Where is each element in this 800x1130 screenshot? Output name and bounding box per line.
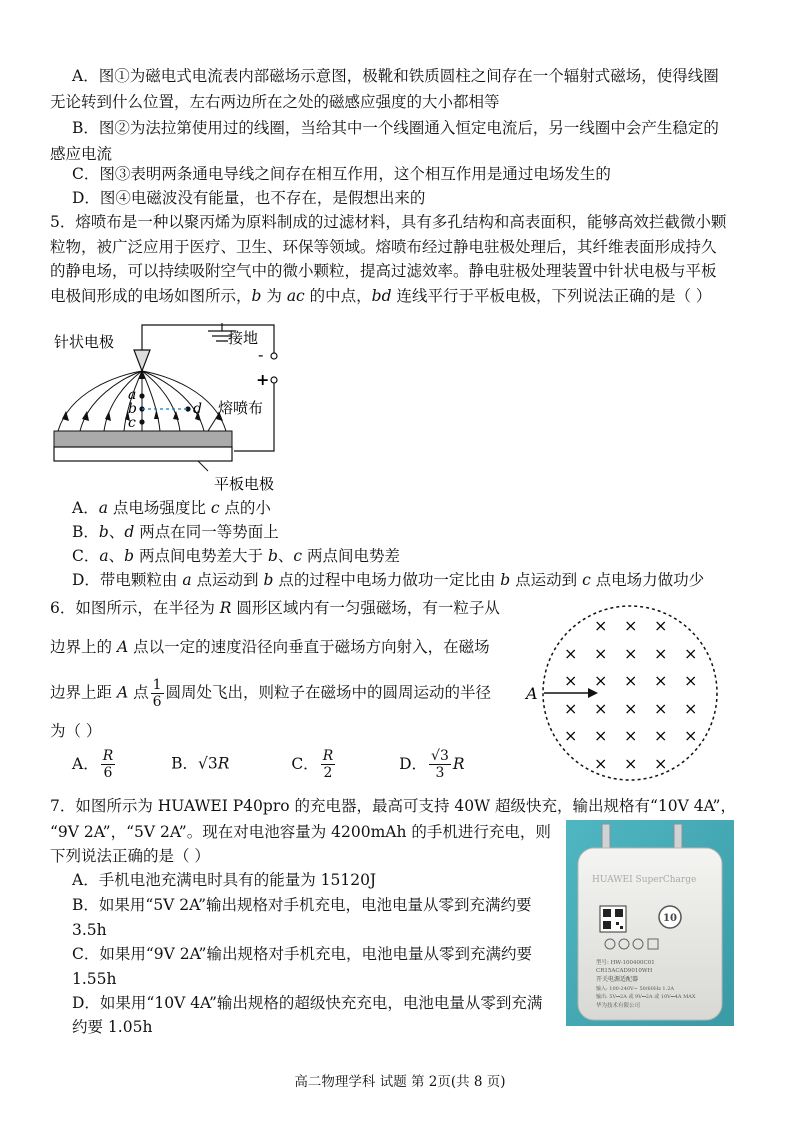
fig-label-plus: +: [256, 370, 270, 389]
field-cross: ×: [624, 644, 638, 663]
field-cross: ×: [654, 699, 668, 718]
field-cross: ×: [684, 644, 698, 663]
field-cross: ×: [684, 726, 698, 745]
q5-stem-line4: 电极间形成的电场如图所示，b 为 ac 的中点，bd 连线平行于平板电极，下列说法正确的是（ ）: [50, 287, 712, 305]
charger-input: 输入: 100-240V~ 50/60Hz 1.2A: [596, 986, 674, 992]
field-cross: ×: [594, 726, 608, 745]
q6-stem-line4: 为（ ）: [50, 722, 102, 740]
field-cross: ×: [654, 754, 668, 773]
fig-label-d: d: [193, 401, 202, 417]
field-cross: ×: [564, 699, 578, 718]
field-cross: ×: [564, 726, 578, 745]
fig-label-minus: -: [258, 345, 264, 364]
q4-option-b-line2: 感应电流: [50, 145, 113, 163]
q5-option-b: B．b、d 两点在同一等势面上: [72, 523, 279, 541]
field-cross: ×: [624, 671, 638, 690]
q4-option-c: C．图③表明两条通电导线之间存在相互作用，这个相互作用是通过电场发生的: [72, 165, 611, 183]
charger-name: 开关电源适配器: [596, 976, 639, 983]
q6-magnetic-field-figure: [520, 598, 720, 788]
charger-code: CR15ACAD9010WH: [596, 968, 653, 974]
field-cross: ×: [564, 644, 578, 663]
q7-option-b-line2: 3.5h: [72, 921, 107, 939]
q6-option-d: D． $\frac{√3}{3}$ R: [399, 748, 465, 781]
q5-stem-line1: 5．熔喷布是一种以聚丙烯为原料制成的过滤材料，具有多孔结构和高表面积，能够高效拦截微小颗: [50, 213, 727, 231]
field-cross: ×: [594, 671, 608, 690]
q4-option-a-line1: A．图①为磁电式电流表内部磁场示意图，极靴和铁质圆柱之间存在一个辐射式磁场，使得线圈: [72, 67, 719, 85]
q5-option-d: D．带电颗粒由 a 点运动到 b 点的过程中电场力做功一定比由 b 点运动到 c 点电场力做功少: [72, 571, 705, 589]
field-cross: ×: [594, 754, 608, 773]
q5-stem-line2: 粒物，被广泛应用于医疗、卫生、环保等领域。熔喷布经过静电驻极处理后，其纤维表面形成持久: [50, 238, 717, 256]
fig-label-b: b: [128, 401, 137, 417]
charger-maker: 华为技术有限公司: [596, 1003, 641, 1009]
field-cross: ×: [564, 671, 578, 690]
fig-label-ground: 接地: [228, 329, 259, 347]
q6-label-a: A: [526, 684, 538, 703]
field-cross: ×: [654, 726, 668, 745]
fig-label-needle: 针状电极: [54, 333, 115, 351]
charger-brand: HUAWEI SuperCharge: [592, 875, 697, 885]
field-cross: ×: [654, 671, 668, 690]
q6-options: [72, 748, 465, 781]
charger-badge: 10: [663, 913, 677, 924]
q7-option-c-line1: C．如果用“9V 2A”输出规格对手机充电，电池电量从零到充满约要: [72, 945, 532, 963]
q4-option-d: D．图④电磁波没有能量，也不存在，是假想出来的: [72, 189, 426, 207]
q7-option-d-line1: D．如果用“10V 4A”输出规格的超级快充充电，电池电量从零到充满: [72, 994, 543, 1012]
charger-photo: [566, 820, 734, 1026]
field-cross: ×: [624, 699, 638, 718]
q4-option-a-line2: 无论转到什么位置，左右两边所在之处的磁感应强度的大小都相等: [50, 93, 500, 111]
fraction-one-sixth: $\frac{1}{6}$: [152, 677, 162, 710]
fig-label-cloth: 熔喷布: [218, 399, 264, 417]
field-cross: ×: [594, 644, 608, 663]
q7-stem-line1: 7．如图所示为 HUAWEI P40pro 的充电器，最高可支持 40W 超级快充，输出规格有“10V 4A”，: [50, 797, 736, 815]
field-cross: ×: [624, 616, 638, 635]
charger-output: 输出: 5V⎓2A 或 9V⎓2A 或 10V⎓4A MAX: [596, 994, 696, 1000]
q5-electric-field-figure: [48, 303, 310, 495]
q4-option-b-line1: B．图②为法拉第使用过的线圈，当给其中一个线圈通入恒定电流后，另一线圈中会产生稳定的: [72, 119, 719, 137]
field-cross: ×: [654, 644, 668, 663]
fig-label-a: a: [128, 387, 137, 403]
field-cross: ×: [594, 699, 608, 718]
charger-model: 型号: HW-100400C01: [596, 960, 655, 966]
field-cross: ×: [684, 699, 698, 718]
q5-option-c: C．a、b 两点间电势差大于 b、c 两点间电势差: [72, 547, 401, 565]
fig-label-c: c: [128, 415, 136, 431]
q7-option-d-line2: 约要 1.05h: [72, 1018, 153, 1036]
q6-stem-line2: 边界上的 A 点以一定的速度沿径向垂直于磁场方向射入，在磁场: [50, 638, 490, 656]
q6-option-c: C． $\frac{R}{2}$: [291, 748, 334, 781]
fig-label-plate: 平板电极: [214, 475, 275, 493]
field-cross: ×: [684, 671, 698, 690]
q7-option-c-line2: 1.55h: [72, 970, 117, 988]
q6-stem-line1: 6．如图所示，在半径为 R 圆形区域内有一匀强磁场，有一粒子从: [50, 599, 500, 617]
page-footer: 高二物理学科 试题 第 2页(共 8 页): [294, 1074, 506, 1090]
q7-option-a: A．手机电池充满电时具有的能量为 15120J: [72, 871, 377, 889]
q6-stem-line3: 边界上距 A 点 $\frac{1}{6}$ 圆周处飞出，则粒子在磁场中的圆周运动的半径: [50, 677, 492, 710]
field-cross: ×: [624, 726, 638, 745]
q6-option-a: A． $\frac{R}{6}$: [72, 748, 114, 781]
q5-stem-line3: 的静电场，可以持续吸附空气中的微小颗粒，提高过滤效率。静电驻极处理装置中针状电极与平板: [50, 262, 717, 280]
field-cross: ×: [594, 616, 608, 635]
field-cross: ×: [624, 754, 638, 773]
q6-option-b: B．√3R: [171, 754, 230, 773]
q7-option-b-line1: B．如果用“5V 2A”输出规格对手机充电，电池电量从零到充满约要: [72, 896, 532, 914]
field-cross: ×: [654, 616, 668, 635]
q7-stem-line2: “9V 2A”，“5V 2A”。现在对电池容量为 4200mAh 的手机进行充电，则: [50, 823, 551, 841]
q7-stem-line3: 下列说法正确的是（ ）: [50, 847, 210, 865]
q5-option-a: A．a 点电场强度比 c 点的小: [72, 499, 271, 517]
